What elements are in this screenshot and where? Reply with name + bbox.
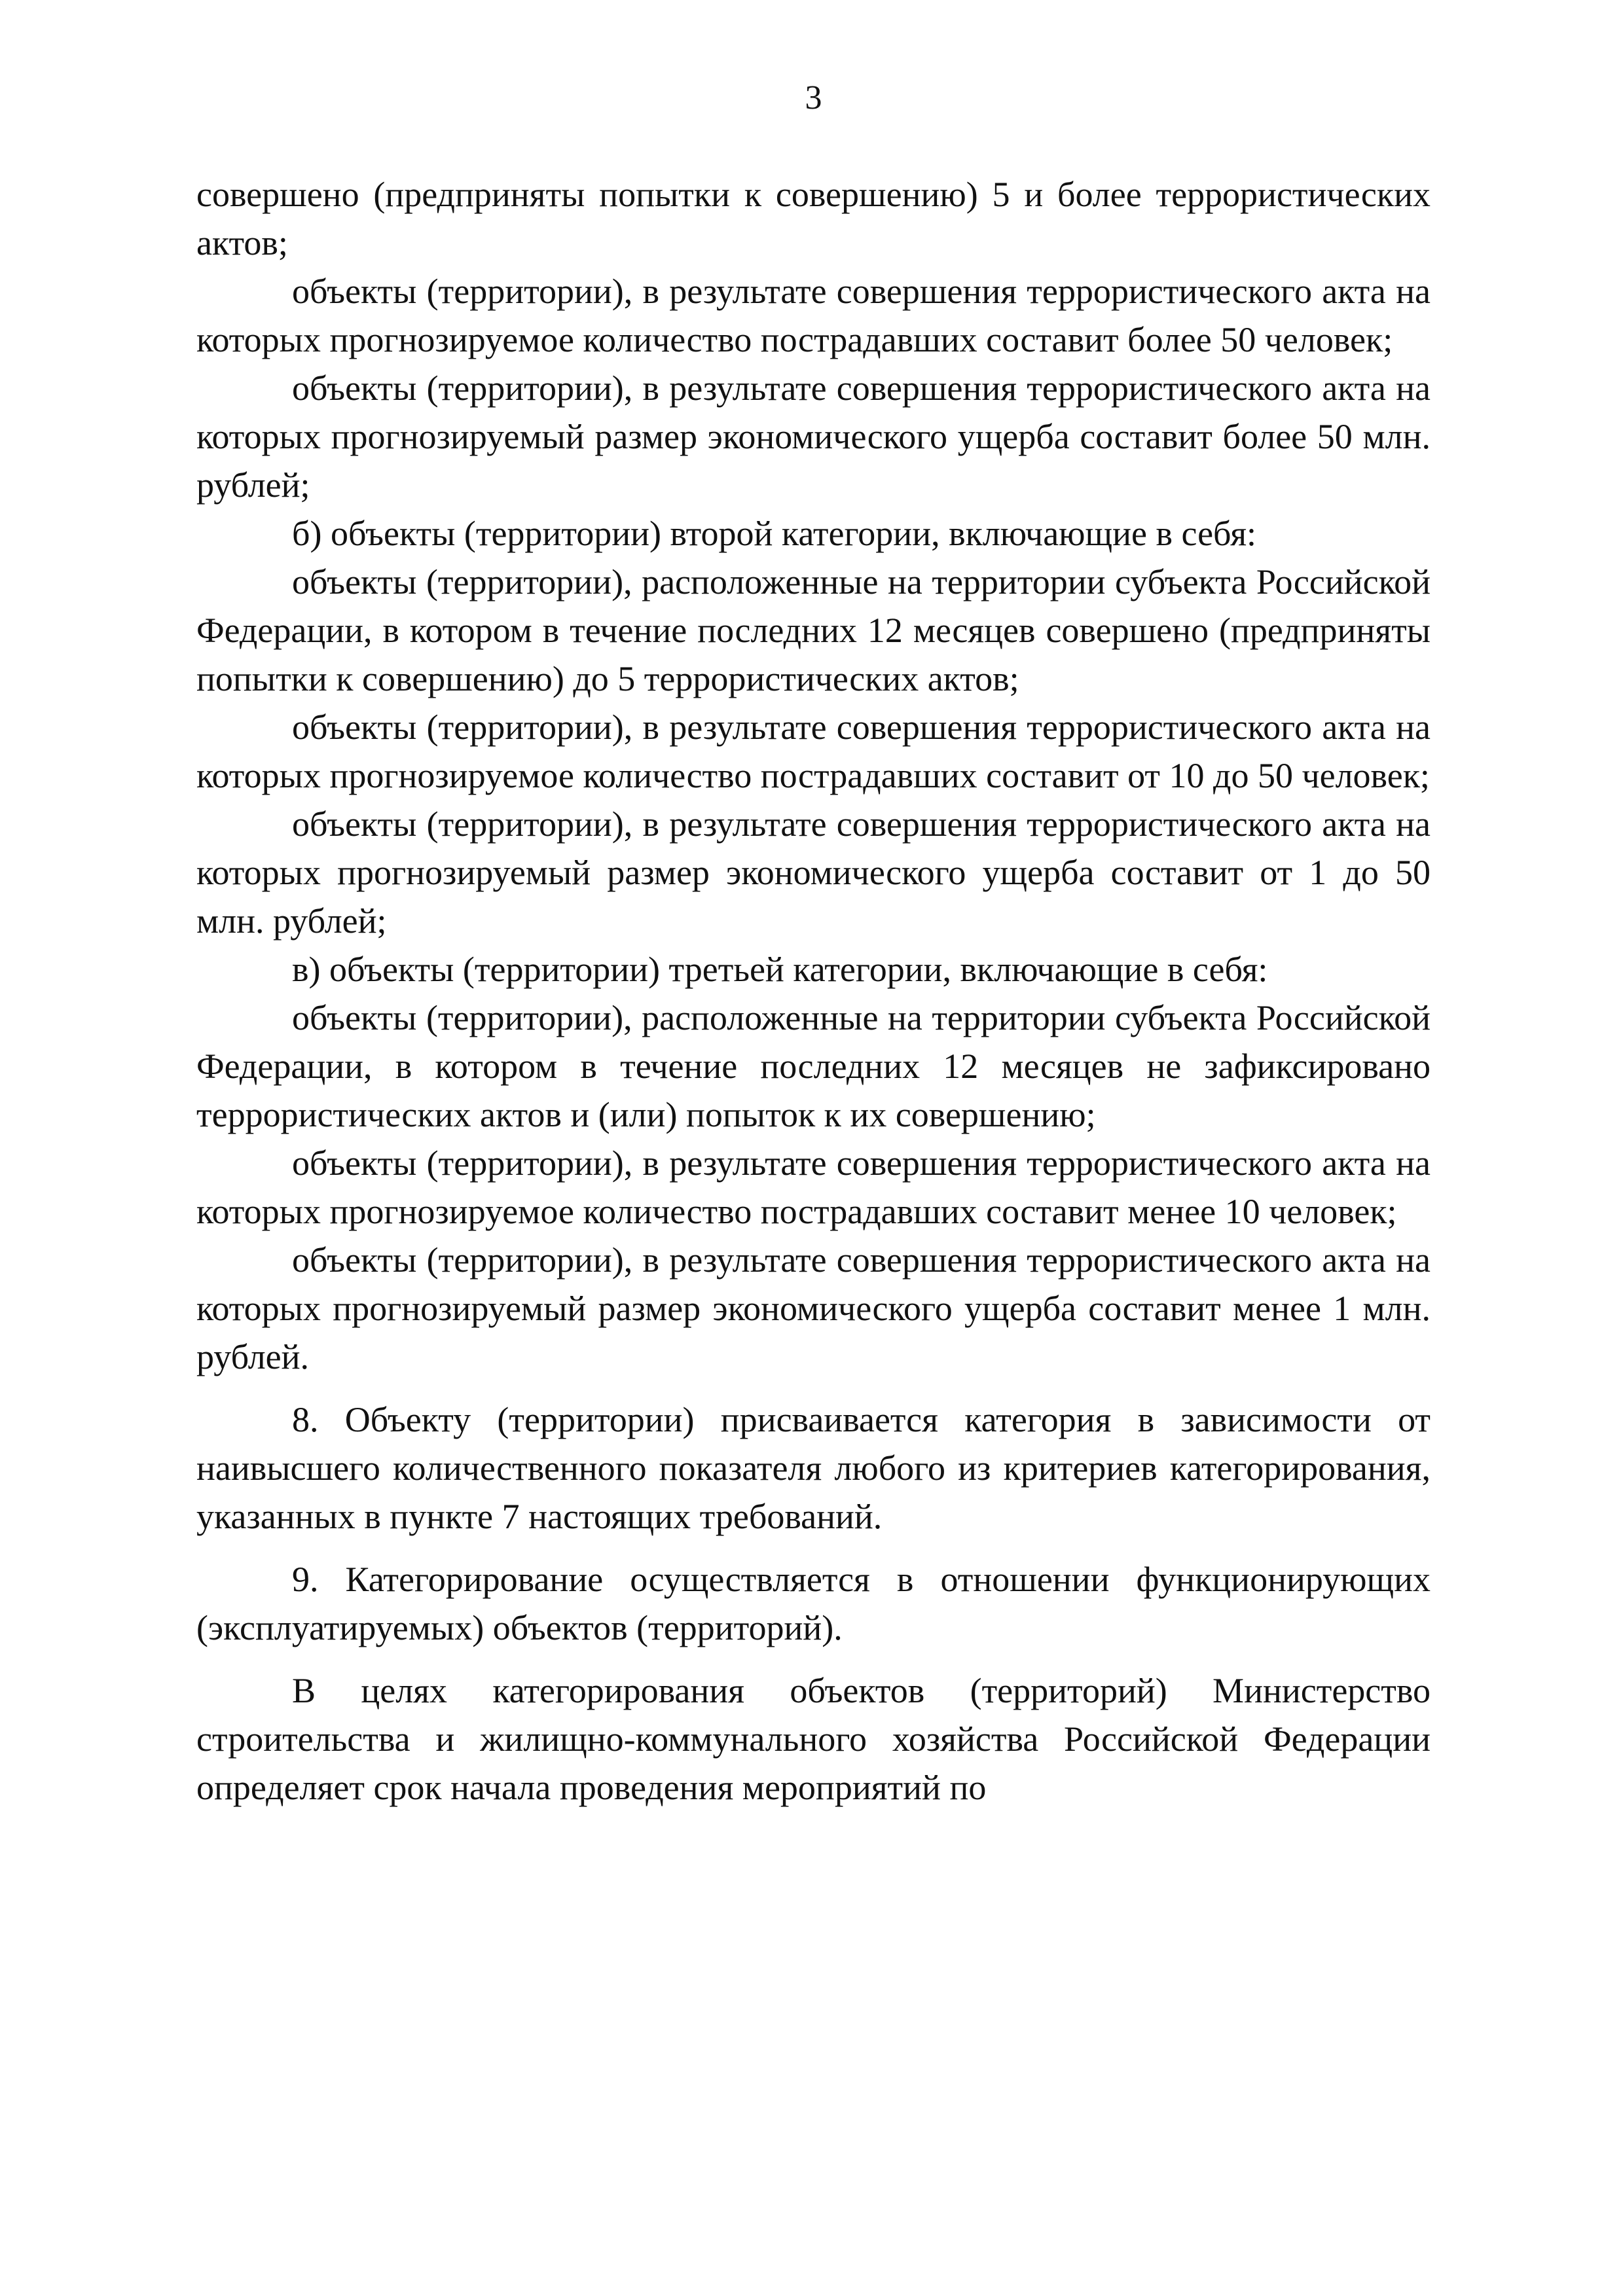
paragraph-criterion-acts-3: объекты (территории), расположенные на территории субъекта Российской Федерации, в котором в течение последних 12 месяцев не зафиксировано террористических актов и (или) попыток к их совершению; — [196, 998, 1431, 1134]
document-page — [196, 79, 1431, 1812]
paragraph-criterion-acts-2: объекты (территории), расположенные на территории субъекта Российской Федерации, в котором в течение последних 12 месяцев совершено (предприняты попытки к совершению) до 5 террористических актов; — [196, 562, 1431, 698]
paragraph-criterion-victims-1: объекты (территории), в результате совершения террористического акта на которых прогнозируемое количество пострадавших составит более 50 человек; — [196, 272, 1431, 359]
paragraph-ministry: В целях категорирования объектов (территорий) Министерство строительства и жилищно-коммунального хозяйства Российской Федерации определяет срок начала проведения мероприятий по — [196, 1671, 1431, 1807]
paragraph-item-9: 9. Категорирование осуществляется в отношении функционирующих (эксплуатируемых) объектов (территорий). — [196, 1560, 1431, 1647]
paragraph-criterion-damage-3: объекты (территории), в результате совершения террористического акта на которых прогнозируемый размер экономического ущерба составит менее 1 млн. рублей. — [196, 1240, 1431, 1376]
paragraph-third-category: в) объекты (территории) третьей категории, включающие в себя: — [292, 950, 1268, 989]
paragraph-criterion-victims-3: объекты (территории), в результате совершения террористического акта на которых прогнозируемое количество пострадавших составит менее 10 человек; — [196, 1143, 1431, 1231]
paragraph-second-category: б) объекты (территории) второй категории, включающие в себя: — [292, 514, 1257, 553]
paragraph-criterion-damage-2: объекты (территории), в результате совершения террористического акта на которых прогнозируемый размер экономического ущерба составит от 1 до 50 млн. рублей; — [196, 804, 1431, 941]
page-number: 3 — [805, 79, 822, 117]
paragraph-criterion-victims-2: объекты (территории), в результате совершения террористического акта на которых прогнозируемое количество пострадавших составит от 10 до 50 человек; — [196, 708, 1431, 795]
paragraph-continuation: совершено (предприняты попытки к совершению) 5 и более террористических актов; — [196, 175, 1431, 262]
paragraph-criterion-damage-1: объекты (территории), в результате совершения террористического акта на которых прогнозируемый размер экономического ущерба составит более 50 млн. рублей; — [196, 368, 1431, 505]
paragraph-item-8: 8. Объекту (территории) присваивается категория в зависимости от наивысшего количественного показателя любого из критериев категорирования, указанных в пункте 7 настоящих требований. — [196, 1400, 1431, 1536]
